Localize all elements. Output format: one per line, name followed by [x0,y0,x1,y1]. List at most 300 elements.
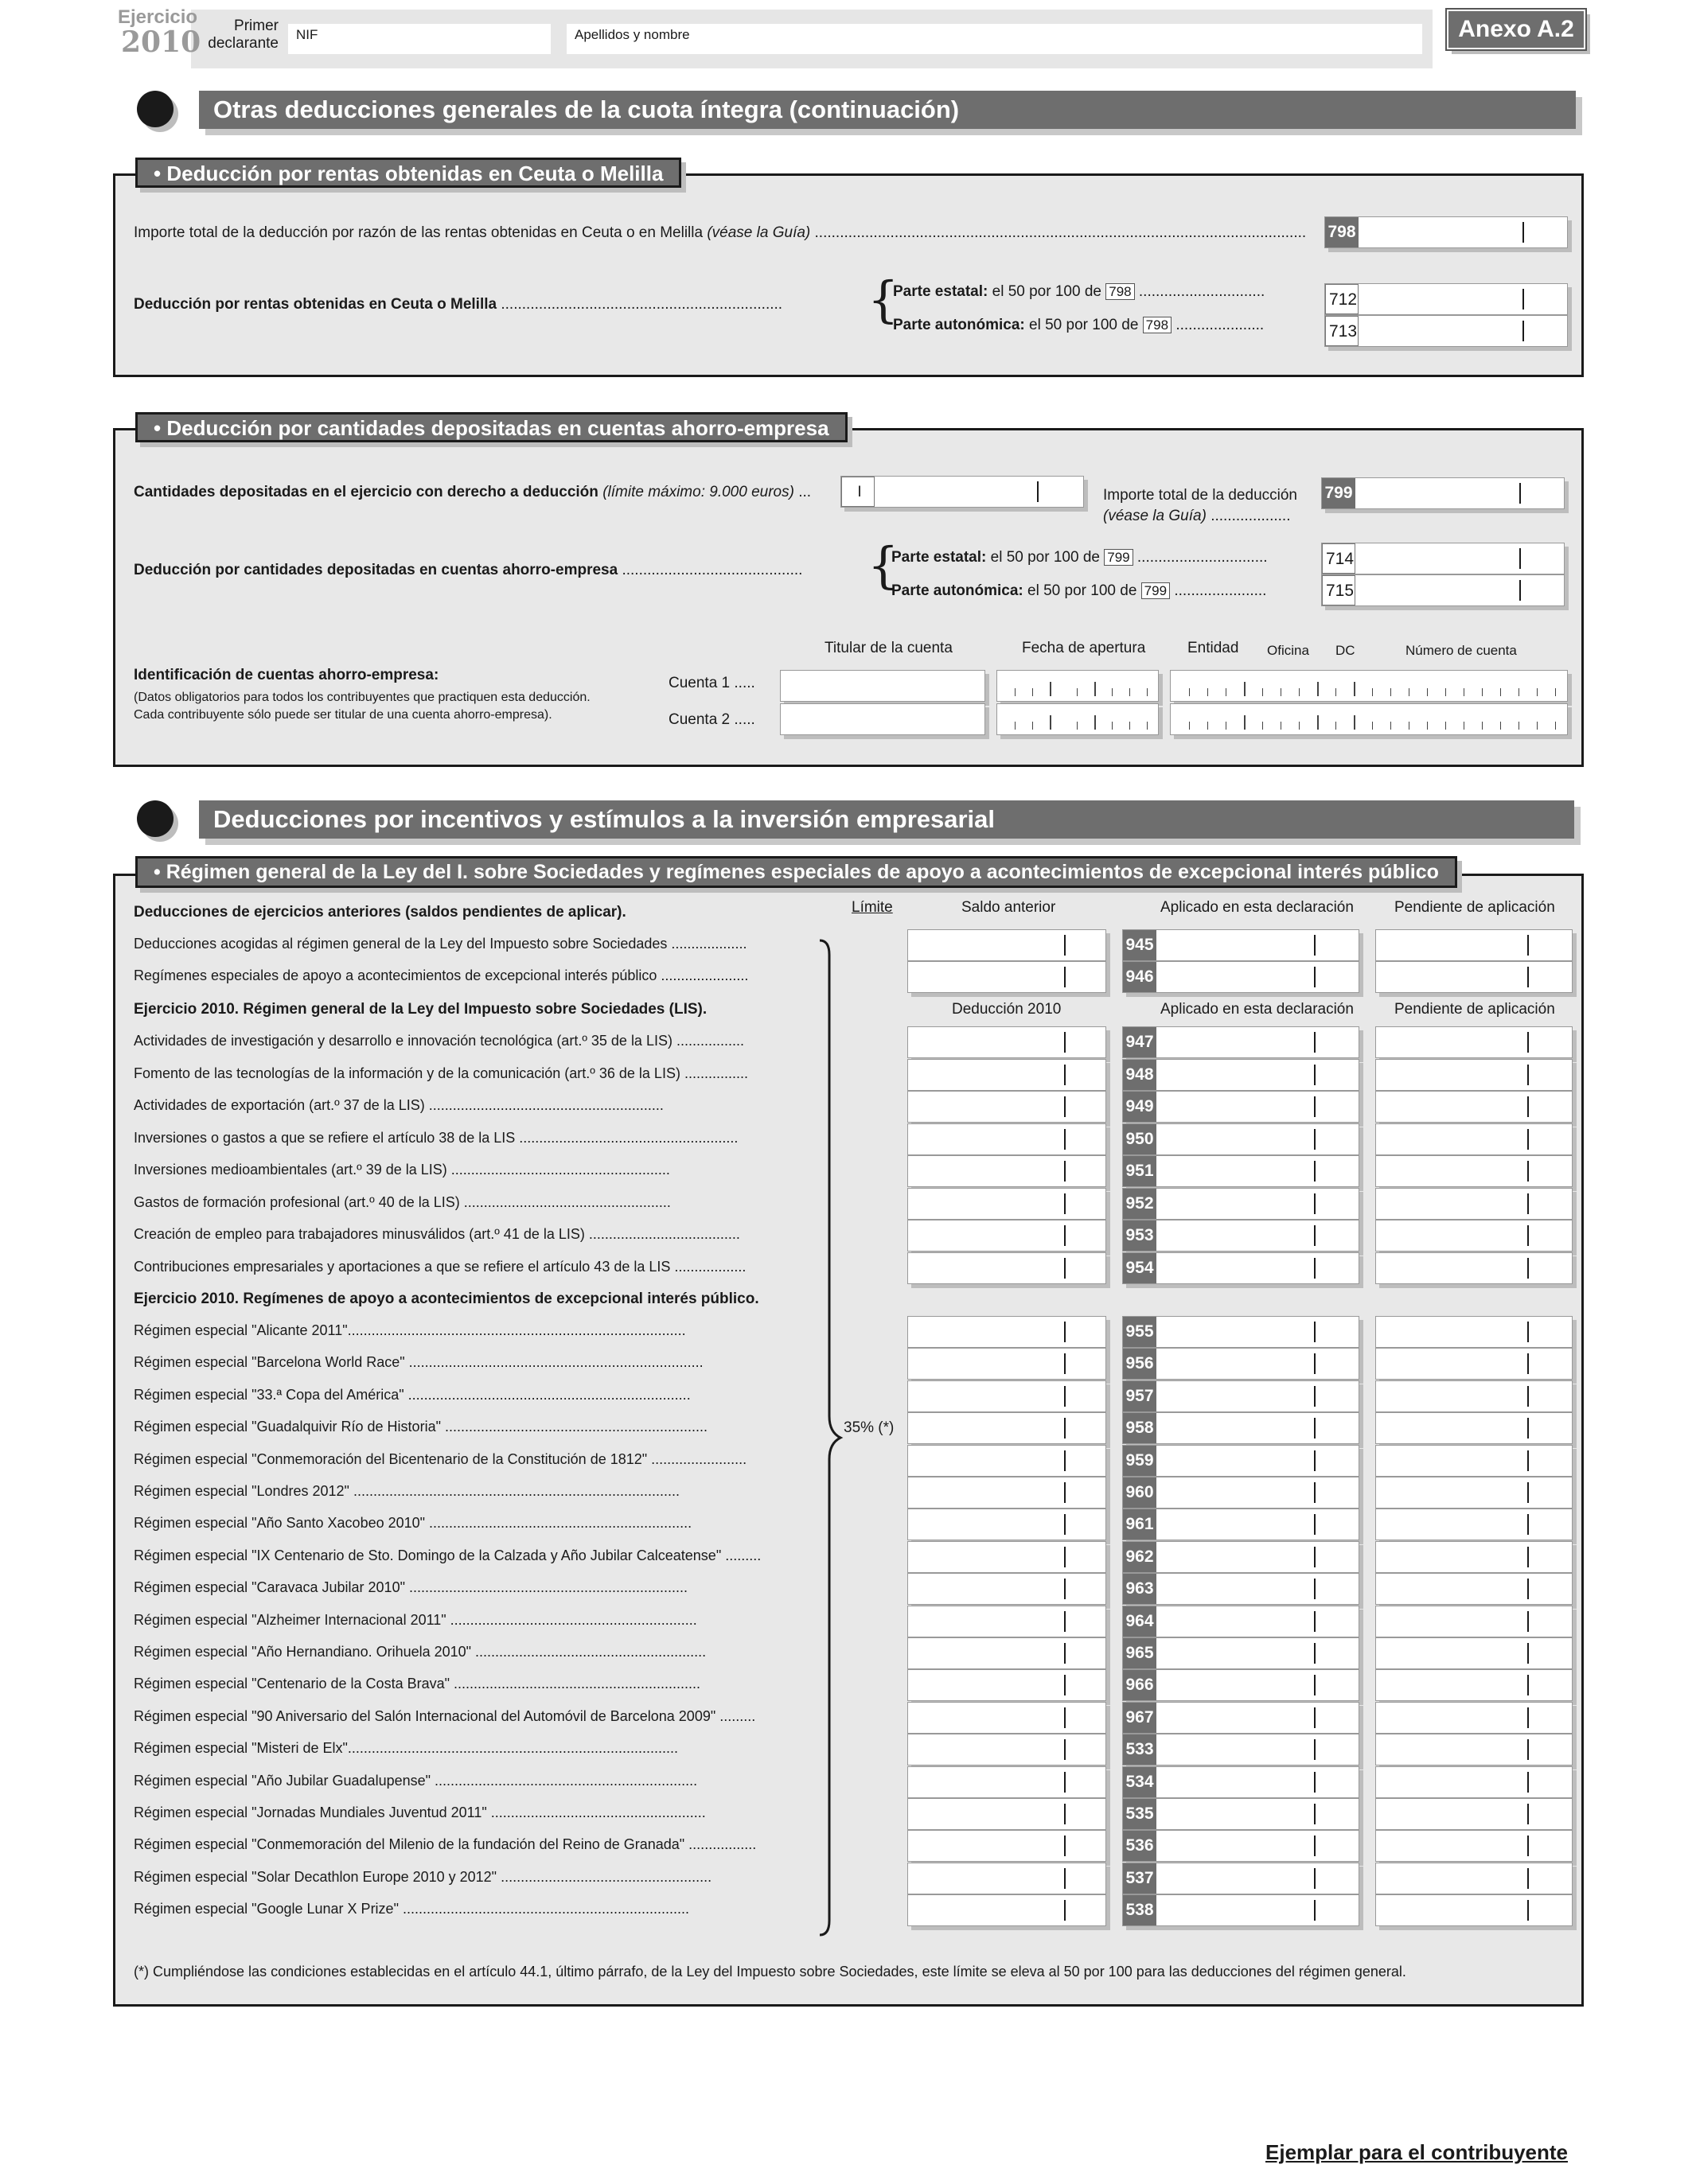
esp-row-959-label: Régimen especial "Conmemoración del Bicentenario de la Constitución de 1812" ........................ [134,1450,747,1467]
decimal-separator [1314,1065,1316,1085]
esp-row-533-pendiente-field[interactable] [1375,1734,1573,1765]
esp-row-955-label: Régimen especial "Alicante 2011"..................................................................................... [134,1322,686,1338]
code-957: 957 [1123,1381,1156,1411]
vease-label: (véase la Guía) ................... [1103,508,1291,524]
esp-row-956-pendiente-field[interactable] [1375,1348,1573,1380]
digit-separator [1147,688,1148,696]
prev-row-945-aplicado-field[interactable] [1122,929,1359,961]
digit-separator [1354,682,1355,696]
digit-separator [1537,722,1538,730]
decimal-separator [1314,1322,1316,1342]
lis-row-949-aplicado-field[interactable] [1122,1091,1359,1123]
lis-row-949-amount-field[interactable] [907,1091,1106,1123]
decimal-separator [1314,935,1316,956]
digit-separator [1500,688,1501,696]
esp-row-967-amount-field[interactable] [907,1702,1106,1734]
esp-row-537-label: Régimen especial "Solar Decathlon Europe 2010 y 2012" ..................................................... [134,1868,712,1885]
esp-row-966-pendiente-field[interactable] [1375,1669,1573,1701]
esp-row-535-aplicado-field[interactable] [1122,1798,1359,1830]
ceuta-autonomica-label: Parte autonómica: el 50 por 100 de 798 ..................... [893,317,1265,333]
decimal-separator [1314,1772,1316,1793]
col-fecha: Fecha de apertura [1022,640,1146,656]
cuenta2-ccc-field[interactable] [1170,703,1568,735]
decimal-separator [1314,1900,1316,1921]
esp-row-967-label: Régimen especial "90 Aniversario del Salón Internacional del Automóvil de Barcelona 2009" ......... [134,1707,756,1724]
decimal-separator [1314,1611,1316,1632]
cantidades-field[interactable] [840,476,1084,508]
esp-row-537-aplicado-field[interactable] [1122,1863,1359,1894]
esp-row-535-label: Régimen especial "Jornadas Mundiales Juventud 2011" ...................................................... [134,1804,706,1820]
esp-title: Ejercicio 2010. Regímenes de apoyo a acontecimientos de excepcional interés público. [134,1291,759,1307]
digit-separator [1482,688,1483,696]
decimal-separator [1527,1322,1529,1342]
esp-row-959-amount-field[interactable] [907,1445,1106,1477]
lis-row-947-label: Actividades de investigación y desarrollo e innovación tecnológica (art.º 35 de la LIS) ................. [134,1033,744,1049]
lis-row-950-aplicado-field[interactable] [1122,1123,1359,1155]
lis-row-948-amount-field[interactable] [907,1059,1106,1091]
esp-row-537-pendiente-field[interactable] [1375,1863,1573,1894]
ahorro-tab: • Deducción por cantidades depositadas en cuentas ahorro-empresa [135,412,848,442]
esp-row-956-label: Régimen especial "Barcelona World Race" .......................................................................... [134,1354,704,1371]
esp-row-538-amount-field[interactable] [907,1894,1106,1926]
digit-separator [1129,688,1130,696]
decimal-separator [1314,1868,1316,1889]
lis-row-948-pendiente-field[interactable] [1375,1059,1573,1091]
digit-separator [1077,688,1078,696]
col-aplicado: Aplicado en esta declaración [1160,899,1354,916]
digit-separator [1015,722,1016,730]
decimal-separator [1522,321,1524,341]
decimal-separator [1527,1482,1529,1503]
digit-separator [1445,722,1446,730]
esp-row-963-label: Régimen especial "Caravaca Jubilar 2010" ...................................................................... [134,1579,688,1596]
decimal-separator [1064,1611,1066,1632]
ident-title: Identificación de cuentas ahorro-empresa: [134,667,439,683]
esp-row-955-amount-field[interactable] [907,1316,1106,1348]
decimal-separator [1064,1258,1066,1279]
cuenta1-titular-field[interactable] [780,670,985,702]
lis-row-948-aplicado-field[interactable] [1122,1059,1359,1091]
ahorro-row2-label: Deducción por cantidades depositadas en cuentas ahorro-empresa ........................................... [134,562,803,578]
footer-label: Ejemplar para el contribuyente [1265,2140,1569,2164]
decimal-separator [1527,1418,1529,1438]
digit-separator [1555,722,1556,730]
code-955: 955 [1123,1317,1156,1347]
esp-row-966-amount-field[interactable] [907,1669,1106,1701]
col-entidad: Entidad [1187,640,1239,656]
esp-row-963-aplicado-field[interactable] [1122,1573,1359,1605]
esp-row-965-label: Régimen especial "Año Hernandiano. Orihuela 2010" .......................................................... [134,1644,707,1660]
digit-separator [1077,722,1078,730]
esp-row-958-amount-field[interactable] [907,1412,1106,1444]
ceuta-row2-label: Deducción por rentas obtenidas en Ceuta o Melilla ................................................................... [134,296,783,313]
code-951: 951 [1123,1156,1156,1186]
esp-row-957-amount-field[interactable] [907,1380,1106,1412]
decimal-separator [1064,1193,1066,1214]
code-958: 958 [1123,1413,1156,1443]
decimal-separator [1314,1161,1316,1182]
decimal-separator [1314,1675,1316,1695]
field-713[interactable] [1324,315,1568,347]
decimal-separator [1527,1707,1529,1728]
decimal-separator [1064,1225,1066,1246]
lis-row-950-pendiente-field[interactable] [1375,1123,1573,1155]
decimal-separator [1064,1129,1066,1150]
lis-title: Ejercicio 2010. Régimen general de la Ley del Impuesto sobre Sociedades (LIS). [134,1001,708,1018]
lis-row-949-label: Actividades de exportación (art.º 37 de la LIS) ........................................................... [134,1097,664,1113]
esp-row-536-pendiente-field[interactable] [1375,1830,1573,1862]
decimal-separator [1527,935,1529,956]
code-962: 962 [1123,1542,1156,1572]
lis-row-949-pendiente-field[interactable] [1375,1091,1573,1123]
esp-row-536-label: Régimen especial "Conmemoración del Milenio de la fundación del Reino de Granada" ................. [134,1836,757,1853]
code-966: 966 [1123,1670,1156,1700]
code-949: 949 [1123,1092,1156,1122]
col-aplicado2: Aplicado en esta declaración [1160,1001,1354,1018]
digit-separator [1427,722,1428,730]
lis-row-952-pendiente-field[interactable] [1375,1188,1573,1220]
esp-row-963-amount-field[interactable] [907,1573,1106,1605]
decimal-separator [1064,1772,1066,1793]
prev-row-946-label: Regímenes especiales de apoyo a acontecimientos de excepcional interés público ...................... [134,967,749,983]
decimal-separator [1522,289,1524,309]
esp-row-536-amount-field[interactable] [907,1830,1106,1862]
lis-row-953-amount-field[interactable] [907,1220,1106,1252]
code-967: 967 [1123,1703,1156,1733]
lis-row-952-label: Gastos de formación profesional (art.º 40 de la LIS) .................................................... [134,1193,671,1210]
decimal-separator [1064,1707,1066,1728]
col-titular: Titular de la cuenta [825,640,953,656]
esp-row-958-pendiente-field[interactable] [1375,1412,1573,1444]
esp-row-538-pendiente-field[interactable] [1375,1894,1573,1926]
esp-row-955-aplicado-field[interactable] [1122,1316,1359,1348]
digit-separator [1390,722,1391,730]
brace: { [867,536,899,594]
prev-title: Deducciones de ejercicios anteriores (saldos pendientes de aplicar). [134,904,626,921]
esp-row-961-pendiente-field[interactable] [1375,1509,1573,1540]
decimal-separator [1064,1900,1066,1921]
decimal-separator [1314,1482,1316,1503]
digit-separator [1112,688,1113,696]
decimal-separator [1519,580,1521,601]
code-534: 534 [1123,1767,1156,1797]
decimal-separator [1527,1611,1529,1632]
lis-row-953-aplicado-field[interactable] [1122,1220,1359,1252]
esp-row-964-label: Régimen especial "Alzheimer Internacional 2011" .............................................................. [134,1611,697,1628]
field-712[interactable] [1324,283,1568,315]
digit-separator [1427,688,1428,696]
decimal-separator [1064,935,1066,956]
digit-separator [1207,722,1208,730]
digit-separator [1317,682,1319,696]
cuenta1-ccc-field[interactable] [1170,670,1568,702]
decimal-separator [1527,1900,1529,1921]
esp-row-962-label: Régimen especial "IX Centenario de Sto. Domingo de la Calzada y Año Jubilar Calceatense" ......... [134,1547,762,1563]
decimal-separator [1527,1258,1529,1279]
esp-row-964-pendiente-field[interactable] [1375,1606,1573,1637]
code-533: 533 [1123,1734,1156,1765]
code-950: 950 [1123,1124,1156,1154]
esp-row-961-label: Régimen especial "Año Santo Xacobeo 2010" .................................................................. [134,1515,692,1532]
col-numero: Número de cuenta [1405,643,1517,658]
esp-row-964-aplicado-field[interactable] [1122,1606,1359,1637]
decimal-separator [1037,481,1039,502]
decimal-separator [1522,222,1524,243]
esp-row-955-pendiente-field[interactable] [1375,1316,1573,1348]
decimal-separator [1314,1643,1316,1664]
esp-row-967-aplicado-field[interactable] [1122,1702,1359,1734]
esp-row-965-amount-field[interactable] [907,1637,1106,1669]
nombre-field[interactable] [567,24,1422,54]
decimal-separator [1314,1193,1316,1214]
digit-separator [1015,688,1016,696]
esp-row-538-aplicado-field[interactable] [1122,1894,1359,1926]
ident-note2: Cada contribuyente sólo puede ser titular de una cuenta ahorro-empresa). [134,708,552,722]
decimal-separator [1527,1579,1529,1599]
decimal-separator [1527,1772,1529,1793]
decimal-separator [1519,548,1521,569]
decimal-separator [1527,1675,1529,1695]
code-948: 948 [1123,1060,1156,1090]
lis-row-950-amount-field[interactable] [907,1123,1106,1155]
esp-row-533-aplicado-field[interactable] [1122,1734,1359,1765]
decimal-separator [1527,1096,1529,1117]
lis-row-954-aplicado-field[interactable] [1122,1252,1359,1284]
decimal-separator [1314,1836,1316,1856]
digit-separator [1189,688,1190,696]
digit-separator [1299,688,1300,696]
decimal-separator [1527,1161,1529,1182]
cuenta1-fecha-field[interactable] [996,670,1159,702]
esp-row-537-amount-field[interactable] [907,1863,1106,1894]
decimal-separator [1064,1868,1066,1889]
esp-row-960-aplicado-field[interactable] [1122,1477,1359,1509]
ahorro-autonomica-label: Parte autonómica: el 50 por 100 de 799 ...................... [891,582,1267,599]
decimal-separator [1314,1707,1316,1728]
code-959: 959 [1123,1446,1156,1476]
esp-row-963-pendiente-field[interactable] [1375,1573,1573,1605]
lis-row-952-amount-field[interactable] [907,1188,1106,1220]
field-714[interactable] [1321,543,1565,574]
esp-row-965-aplicado-field[interactable] [1122,1637,1359,1669]
cuenta1-label: Cuenta 1 ..... [669,675,755,691]
decimal-separator [1314,1804,1316,1824]
code-952: 952 [1123,1189,1156,1219]
digit-separator [1129,722,1130,730]
decimal-separator [1527,967,1529,987]
decimal-separator [1064,1836,1066,1856]
esp-row-960-pendiente-field[interactable] [1375,1477,1573,1509]
ahorro-row1-label: Cantidades depositadas en el ejercicio con derecho a deducción (límite máximo: 9.000 euros) ... [134,484,812,500]
digit-separator [1189,722,1190,730]
code-538: 538 [1123,1895,1156,1925]
esp-row-960-amount-field[interactable] [907,1477,1106,1509]
digit-separator [1537,688,1538,696]
decimal-separator [1064,1804,1066,1824]
footnote: (*) Cumpliéndose las condiciones establecidas en el artículo 44.1, último párrafo, de la Ley del Impuesto sobre Sociedades, este límite se eleva al 50 por 100 para las deducciones del régimen general. [134,1964,1406,1980]
decimal-separator [1064,1322,1066,1342]
lis-row-953-label: Creación de empleo para trabajadores minusválidos (art.º 41 de la LIS) ...................................... [134,1226,740,1242]
decimal-separator [1527,1547,1529,1567]
col-pendiente2: Pendiente de aplicación [1394,1001,1555,1018]
esp-row-958-label: Régimen especial "Guadalquivir Río de Historia" .................................................................. [134,1419,708,1435]
brace: { [867,271,899,329]
decimal-separator [1064,1739,1066,1760]
esp-row-534-label: Régimen especial "Año Jubilar Guadalupense" .................................................................. [134,1772,698,1789]
decimal-separator [1064,1386,1066,1407]
esp-row-535-amount-field[interactable] [907,1798,1106,1830]
code-945: 945 [1123,930,1156,960]
decimal-separator [1527,1225,1529,1246]
code-I: I [841,477,875,507]
col-saldo: Saldo anterior [961,899,1056,916]
digit-separator [1482,722,1483,730]
prev-row-945-label: Deducciones acogidas al régimen general de la Ley del Impuesto sobre Sociedades ................... [134,936,747,952]
esp-row-533-label: Régimen especial "Misteri de Elx"................................................................................... [134,1740,678,1757]
section-bullet [137,800,173,837]
section2-title: Deducciones por incentivos y estímulos a la inversión empresarial [199,800,1574,839]
esp-row-959-pendiente-field[interactable] [1375,1445,1573,1477]
esp-row-534-aplicado-field[interactable] [1122,1766,1359,1798]
esp-row-535-pendiente-field[interactable] [1375,1798,1573,1830]
decimal-separator [1527,1514,1529,1535]
prev-row-946-aplicado-field[interactable] [1122,961,1359,993]
code-799: 799 [1322,478,1355,508]
decimal-separator [1064,1579,1066,1599]
decimal-separator [1064,1032,1066,1053]
decimal-separator [1527,1868,1529,1889]
primer-declarante-label: Primer declarante [208,18,279,52]
code-715: 715 [1322,575,1355,605]
esp-row-534-pendiente-field[interactable] [1375,1766,1573,1798]
digit-separator [1050,715,1051,730]
decimal-separator [1314,967,1316,987]
esp-row-967-pendiente-field[interactable] [1375,1702,1573,1734]
field-798[interactable] [1324,216,1568,248]
code-964: 964 [1123,1606,1156,1637]
esp-row-533-amount-field[interactable] [907,1734,1106,1765]
cuenta2-label: Cuenta 2 ..... [669,711,755,728]
decimal-separator [1314,1418,1316,1438]
decimal-separator [1314,1129,1316,1150]
col-dc: DC [1335,643,1355,658]
esp-row-538-label: Régimen especial "Google Lunar X Prize" ........................................................................ [134,1901,690,1917]
decimal-separator [1064,967,1066,987]
decimal-separator [1314,1579,1316,1599]
esp-row-536-aplicado-field[interactable] [1122,1830,1359,1862]
esp-row-956-amount-field[interactable] [907,1348,1106,1380]
esp-row-957-label: Régimen especial "33.ª Copa del América" ....................................................................... [134,1386,691,1403]
ceuta-estatal-label: Parte estatal: el 50 por 100 de 798 .............................. [893,283,1265,300]
code-954: 954 [1123,1253,1156,1283]
prev-row-946-pendiente-field[interactable] [1375,961,1573,993]
col-deduccion: Deducción 2010 [952,1001,1062,1018]
decimal-separator [1064,1418,1066,1438]
decimal-separator [1314,1225,1316,1246]
lis-row-947-pendiente-field[interactable] [1375,1026,1573,1058]
lis-row-951-aplicado-field[interactable] [1122,1155,1359,1187]
decimal-separator [1314,1739,1316,1760]
esp-row-959-aplicado-field[interactable] [1122,1445,1359,1477]
cuenta2-titular-field[interactable] [780,703,985,735]
prev-row-945-amount-field[interactable] [907,929,1106,961]
code-712: 712 [1325,284,1359,314]
esp-row-961-aplicado-field[interactable] [1122,1509,1359,1540]
decimal-separator [1064,1450,1066,1471]
ejercicio-year: 2010 [121,25,201,59]
ejercicio-label: Ejercicio [118,6,198,28]
importe-total-label: Importe total de la deducción [1103,487,1297,504]
digit-separator [1147,722,1148,730]
section1-title: Otras deducciones generales de la cuota íntegra (continuación) [199,91,1576,129]
digit-separator [1354,715,1355,730]
esp-row-962-amount-field[interactable] [907,1541,1106,1573]
lis-row-952-aplicado-field[interactable] [1122,1188,1359,1220]
lis-row-954-amount-field[interactable] [907,1252,1106,1284]
lis-row-953-pendiente-field[interactable] [1375,1220,1573,1252]
decimal-separator [1527,1193,1529,1214]
esp-row-964-amount-field[interactable] [907,1606,1106,1637]
code-963: 963 [1123,1574,1156,1604]
esp-row-962-pendiente-field[interactable] [1375,1541,1573,1573]
esp-row-958-aplicado-field[interactable] [1122,1412,1359,1444]
esp-row-965-pendiente-field[interactable] [1375,1637,1573,1669]
lis-row-951-amount-field[interactable] [907,1155,1106,1187]
decimal-separator [1314,1353,1316,1374]
incentivos-tab: • Régimen general de la Ley del I. sobre Sociedades y regímenes especiales de apoyo a acontecimientos de excepcional interés público [135,856,1457,888]
esp-row-962-aplicado-field[interactable] [1122,1541,1359,1573]
code-961: 961 [1123,1509,1156,1540]
cuenta2-fecha-field[interactable] [996,703,1159,735]
esp-row-957-pendiente-field[interactable] [1375,1380,1573,1412]
decimal-separator [1064,1065,1066,1085]
limit-bracket [817,939,848,1937]
esp-row-957-aplicado-field[interactable] [1122,1380,1359,1412]
digit-separator [1335,688,1336,696]
nif-label: NIF [296,27,318,42]
anexo-badge: Anexo A.2 [1447,10,1585,49]
prev-row-946-amount-field[interactable] [907,961,1106,993]
prev-row-945-pendiente-field[interactable] [1375,929,1573,961]
col-pendiente: Pendiente de aplicación [1394,899,1555,916]
code-536: 536 [1123,1831,1156,1861]
nif-field[interactable] [288,24,551,54]
esp-row-961-amount-field[interactable] [907,1509,1106,1540]
decimal-separator [1064,1643,1066,1664]
lis-row-954-pendiente-field[interactable] [1375,1252,1573,1284]
nombre-label: Apellidos y nombre [575,27,690,42]
lis-row-947-aplicado-field[interactable] [1122,1026,1359,1058]
esp-row-966-aplicado-field[interactable] [1122,1669,1359,1701]
field-799[interactable] [1321,477,1565,509]
decimal-separator [1527,1353,1529,1374]
decimal-separator [1519,483,1521,504]
field-715[interactable] [1321,574,1565,606]
lis-row-951-pendiente-field[interactable] [1375,1155,1573,1187]
col-limite: Límite [852,899,893,916]
esp-row-956-aplicado-field[interactable] [1122,1348,1359,1380]
limit-value: 35% (*) [844,1419,895,1436]
code-798: 798 [1325,217,1359,247]
digit-separator [1500,722,1501,730]
lis-row-947-amount-field[interactable] [907,1026,1106,1058]
decimal-separator [1064,1675,1066,1695]
digit-separator [1032,688,1033,696]
esp-row-534-amount-field[interactable] [907,1766,1106,1798]
decimal-separator [1064,1547,1066,1567]
digit-separator [1244,715,1246,730]
decimal-separator [1314,1032,1316,1053]
